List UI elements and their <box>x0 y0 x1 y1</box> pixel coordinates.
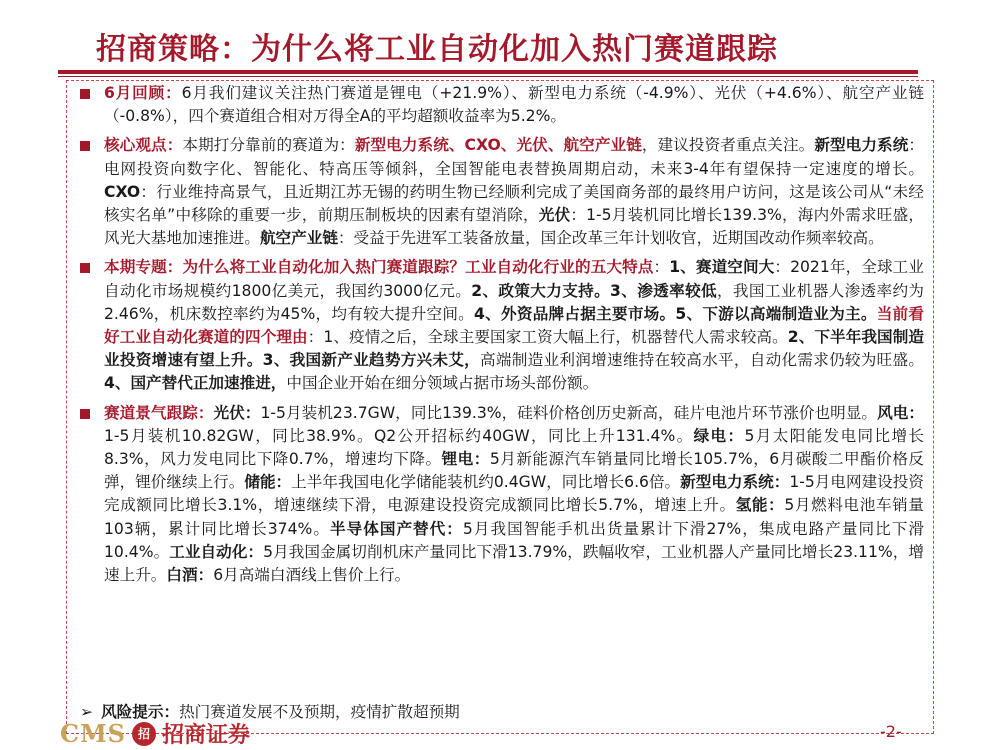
text-segment: 光伏 <box>538 206 571 225</box>
text-segment: 高端制造业利润增速维持在较高水平，自动化需求仍较为旺盛。 <box>480 351 924 370</box>
text-segment: 新型电力系统 <box>814 136 909 155</box>
para-core-view <box>76 134 924 250</box>
text-segment: 工业自动化： <box>169 542 264 561</box>
logo-emblem-icon: 招 <box>132 722 156 746</box>
text-segment: 1-5月电网建设投资完成额同比增长3.1%，增速继续下滑，电源建设投资完成额同比增长5.7%，增速上升。 <box>104 473 924 515</box>
arrow-bullet-icon: ➢ <box>80 703 94 721</box>
text-segment: 半导体国产替代： <box>329 519 463 538</box>
para-track-tracking <box>76 402 924 588</box>
text-segment: 4、国产替代正加速推进， <box>104 374 287 393</box>
text-segment: 上半年我国电化学储能装机约0.4GW，同比增长6.6倍。 <box>291 473 681 492</box>
text-segment: 白酒： <box>166 566 214 585</box>
text-segment: ：2021年，全球工业自动化市场规模约1800亿美元，我国约3000亿元。 <box>104 258 924 300</box>
text-segment: 核心观点： <box>104 136 183 155</box>
para-special-topic <box>76 256 924 395</box>
text-segment: 5月我国智能手机出货量累计下滑27%，集成电路产量同比下滑10.4%。 <box>104 519 924 561</box>
risk-label: 风险提示： <box>101 703 180 721</box>
text-segment: 中国企业开始在细分领域占据市场头部份额。 <box>286 374 599 393</box>
text-segment: 新型电力系统： <box>680 473 790 492</box>
text-segment: 6月高端白酒线上售价上行。 <box>213 566 411 585</box>
text-segment: ，建议投资者重点关注。 <box>641 136 815 155</box>
page-number: -2- <box>880 722 902 741</box>
text-segment: 2、政策大力支持。3、渗透率较低 <box>471 281 717 300</box>
text-segment: ：1-5月装机同比增长139.3%，海内外需求旺盛，风光大基地加速推进。 <box>104 206 924 248</box>
text-segment: 1-5月装机23.7GW，同比139.3%，硅料价格创历史新高，硅片电池片环节涨价也明显。 <box>260 403 878 422</box>
text-segment: 5月太阳能发电同比增长8.3%，风力发电同比下降0.7%，增速均下降。 <box>104 426 924 469</box>
text-segment: 赛道景气跟踪： <box>104 403 214 422</box>
company-logo <box>60 718 250 749</box>
text-segment: ：电网投资向数字化、智能化、特高压等倾斜，全国智能电表替换周期启动，未来3-4年有望保持一定速度的增长。 <box>104 136 924 178</box>
text-segment: ：行业维持高景气，且近期江苏无锡的药明生物已经顺利完成了美国商务部的最终用户访问，这是该公司从“未经核实名单”中移除的重要一步，前期压制板块的因素有望消除， <box>104 182 924 225</box>
text-segment: ：1、疫情之后，全球主要国家工资大幅上行，机器替代人需求较高。 <box>307 328 788 347</box>
text-segment: ： <box>653 258 670 277</box>
content-body <box>76 82 924 593</box>
text-segment: 氢能： <box>735 496 785 515</box>
text-segment: 本期专题：为什么将工业自动化加入热门赛道跟踪？工业自动化行业的五大特点 <box>104 258 654 277</box>
page-title: 招商策略：为什么将工业自动化加入热门赛道跟踪 <box>96 32 778 67</box>
text-segment: 航空产业链 <box>259 229 338 248</box>
text-segment: 2、下半年我国制造业投资增速有望上升。3、我国新产业趋势方兴未艾， <box>104 328 924 370</box>
text-segment: 1、赛道空间大 <box>669 258 775 277</box>
para-june-review <box>76 82 924 128</box>
text-segment: CXO <box>104 182 141 201</box>
text-segment: 5月我国金属切削机床产量同比下滑13.79%，跌幅收窄，工业机器人产量同比增长23.11%，增速上升。 <box>104 542 924 585</box>
text-segment: ：受益于先进军工装备放量，国企改革三年计划收官，近期国改动作频率较高。 <box>337 229 884 248</box>
text-segment: 5月燃料电池车销量103辆，累计同比增长374%。 <box>104 496 924 538</box>
text-segment: 风电： <box>877 403 924 422</box>
square-bullet-icon <box>80 263 90 273</box>
text-segment: 5月新能源汽车销量同比增长105.7%，6月碳酸二甲酯价格反弹，锂价继续上行。 <box>104 450 924 492</box>
logo-cn-text: 招商证券 <box>162 722 251 748</box>
text-segment: 光伏： <box>213 403 261 422</box>
para-text <box>104 258 924 392</box>
text-segment: 当前看好工业自动化赛道的四个理由 <box>104 304 924 347</box>
text-segment: 6月回顾： <box>104 84 182 102</box>
text-segment: 新型电力系统、CXO、光伏、航空产业链 <box>354 136 642 155</box>
title-rule <box>58 70 918 74</box>
square-bullet-icon <box>80 141 90 151</box>
logo-cms-text: CMS <box>60 719 126 748</box>
para-text <box>104 404 924 584</box>
title-rule-thin <box>58 76 918 77</box>
text-segment: 4、外资品牌占据主要市场。5、下游以高端制造业为主。 <box>474 304 877 323</box>
text-segment: 绿电： <box>693 426 745 445</box>
para-text <box>104 84 924 125</box>
text-segment: ，我国工业机器人渗透率约为2.46%，机床数控率约为45%，均有较大提升空间。 <box>104 281 925 323</box>
para-text <box>104 136 924 247</box>
text-segment: 储能： <box>244 473 292 492</box>
text-segment: 6月我们建议关注热门赛道是锂电（+21.9%）、新型电力系统（-4.9%）、光伏（+4.6%）、航空产业链（-0.8%），四个赛道组合相对万得全A的平均超额收益率为5.2%。 <box>104 84 924 126</box>
risk-text: 热门赛道发展不及预期，疫情扩散超预期 <box>179 703 460 721</box>
text-segment: 锂电： <box>441 450 490 469</box>
square-bullet-icon <box>80 89 90 99</box>
text-segment: 1-5月装机10.82GW，同比38.9%。Q2公开招标约40GW，同比上升131.4%。 <box>104 426 694 445</box>
text-segment: 本期打分靠前的赛道为： <box>182 136 355 155</box>
square-bullet-icon <box>80 409 90 419</box>
